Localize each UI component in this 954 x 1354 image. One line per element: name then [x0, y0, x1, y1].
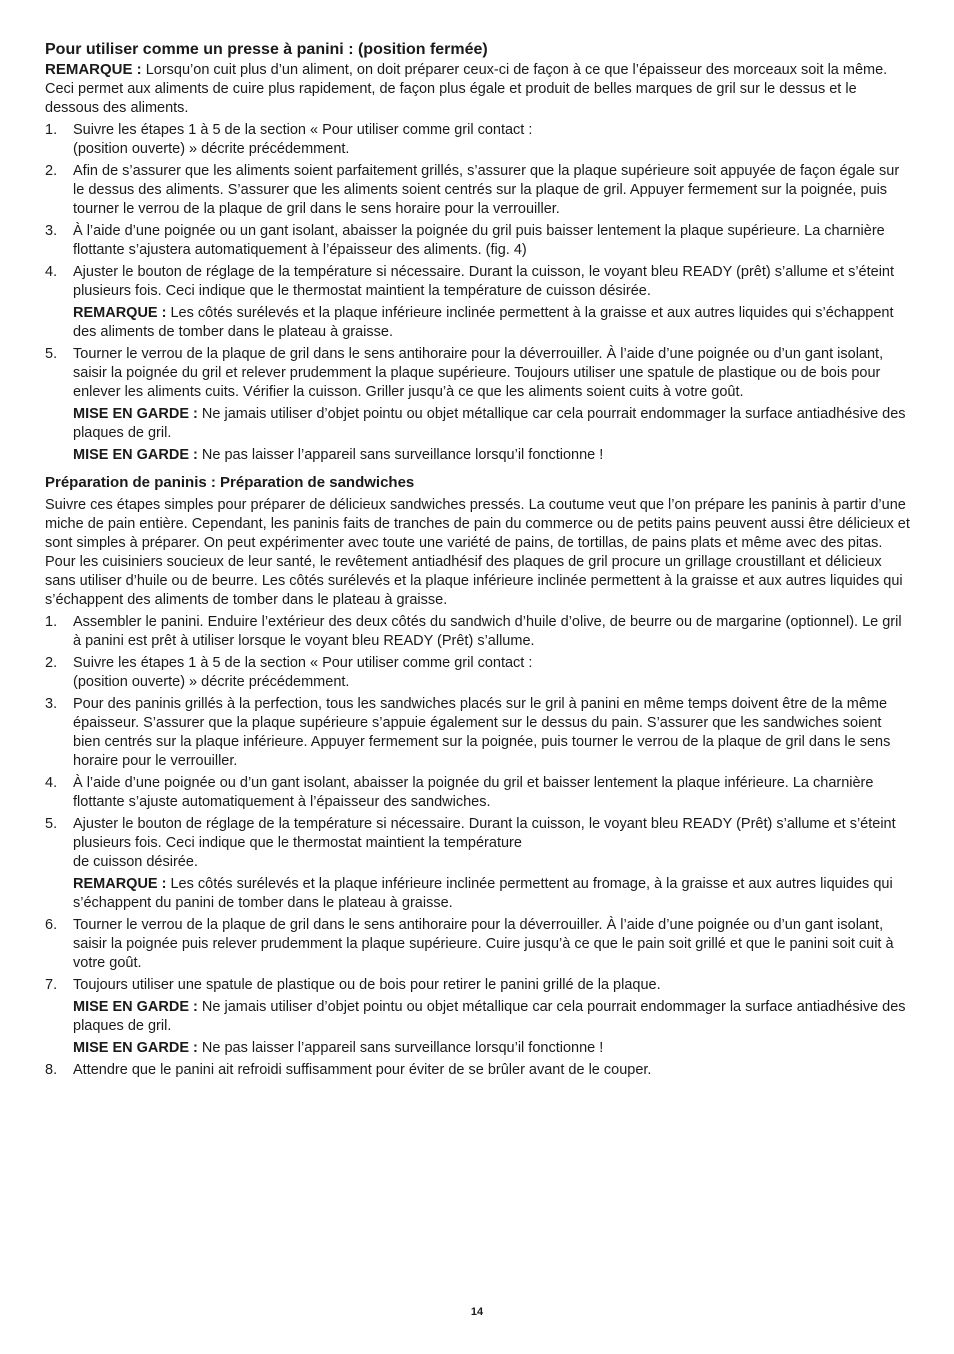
step-caution [73, 998, 911, 1036]
step-number: 3. [45, 223, 58, 239]
step-text: Attendre que le panini ait refroidi suffisamment pour éviter de se brûler avant de le couper. [73, 1062, 652, 1078]
list-item [45, 654, 911, 692]
step-caution [73, 446, 911, 465]
list-item [45, 345, 911, 465]
step-number: 4. [45, 264, 58, 280]
step-text: Tourner le verrou de la plaque de gril dans le sens antihoraire pour la déverrouiller. À l’aide d’une poignée ou d’un gant isolant, saisir la poignée du gril et relever prudemment la plaque supérieure. Toujours utiliser une spatule de plastique ou de bois pour enlever les aliments cuits. Vérifier la cuisson. Griller jusqu’à ce que les aliments soient cuits à votre goût. [73, 346, 884, 400]
step-text: Suivre les étapes 1 à 5 de la section « Pour utiliser comme gril contact : (position ouverte) » décrite précédemment. [73, 122, 533, 157]
step-number: 8. [45, 1062, 58, 1078]
step-text: Tourner le verrou de la plaque de gril dans le sens antihoraire pour la déverrouiller. À l’aide d’une poignée ou d’un gant isolant, saisir la poignée puis relever prudemment la plaque supérieure. Cuire jusqu’à ce que le pain soit grillé et que le panini soit cuit à votre goût. [73, 917, 894, 971]
section-title-sandwich-prep: Préparation de paninis : Préparation de sandwiches [45, 474, 415, 491]
step-caution [73, 405, 911, 443]
list-item [45, 162, 911, 219]
steps-list-sandwich-prep [45, 613, 911, 1080]
document-page [45, 40, 911, 1083]
step-caution-label: MISE EN GARDE : [73, 1040, 198, 1056]
steps-list-panini-press [45, 121, 911, 465]
list-item [45, 916, 911, 973]
step-number: 7. [45, 977, 58, 993]
step-caution [73, 1039, 911, 1058]
step-text: Suivre les étapes 1 à 5 de la section « Pour utiliser comme gril contact : (position ouverte) » décrite précédemment. [73, 655, 533, 690]
step-number: 1. [45, 122, 58, 138]
step-number: 3. [45, 696, 58, 712]
step-number: 2. [45, 163, 58, 179]
list-item [45, 976, 911, 1058]
step-text: Toujours utiliser une spatule de plastique ou de bois pour retirer le panini grillé de la plaque. [73, 977, 661, 993]
list-item [45, 815, 911, 913]
step-text: À l’aide d’une poignée ou un gant isolant, abaisser la poignée du gril puis baisser lentement la plaque supérieure. La charnière flottante s’ajustera automatiquement à l’épaisseur des aliments. (fig. 4) [73, 223, 885, 258]
step-text: Afin de s’assurer que les aliments soient parfaitement grillés, s’assurer que la plaque supérieure soit appuyée de façon égale sur le dessus des aliments. S’assurer que les aliments soient centrés sur la plaque de gril. Appuyer fermement sur la poignée, puis tourner le verrou de la plaque de gril dans le sens horaire pour la verrouiller. [73, 163, 900, 217]
step-note [73, 875, 911, 913]
list-item [45, 263, 911, 342]
step-note-text: Les côtés surélevés et la plaque inférieure inclinée permettent à la graisse et aux autres liquides qui s’échappent des aliments de tomber dans le plateau à graisse. [73, 305, 894, 340]
list-item [45, 121, 911, 159]
step-text: À l’aide d’une poignée ou d’un gant isolant, abaisser la poignée du gril et baisser lentement la plaque inférieure. La charnière flottante s’ajuste automatiquement à l’épaisseur des sandwiches. [73, 775, 874, 810]
step-caution-label: MISE EN GARDE : [73, 406, 198, 422]
list-item [45, 1061, 911, 1080]
sandwich-intro: Suivre ces étapes simples pour préparer de délicieux sandwiches pressés. La coutume veut que l’on prépare les paninis à partir d’une miche de pain entière. Cependant, les paninis faits de tranches de pain du commerce ou de petits pains peuvent aussi être délicieux et sont simples à préparer. On peut expérimenter avec toute une variété de pains, de tortillas, de pains plats et même avec des pitas. Pour les cuisiniers soucieux de leur santé, le revêtement antiadhésif des plaques de gril procure un grillage croustillant et délicieux sans utiliser d’huile ou de beurre. Les côtés surélevés et la plaque inférieure inclinée permettent à la graisse et aux autres liquides qui s’échappent des aliments de tomber dans le plateau à graisse. [45, 497, 910, 608]
step-text: Ajuster le bouton de réglage de la température si nécessaire. Durant la cuisson, le voyant bleu READY (Prêt) s’allume et s’éteint plusieurs fois. Ceci indique que le thermostat maintient la température de cuisson désirée. [73, 816, 896, 870]
page-number: 14 [470, 1306, 484, 1318]
step-note-label: REMARQUE : [73, 305, 167, 321]
step-number: 1. [45, 614, 58, 630]
step-text: Assembler le panini. Enduire l’extérieur des deux côtés du sandwich d’huile d’olive, de beurre ou de margarine (optionnel). Le gril à panini est prêt à utiliser lorsque le voyant bleu READY (Prêt) s’allume. [73, 614, 902, 649]
step-caution-text: Ne pas laisser l’appareil sans surveillance lorsqu’il fonctionne ! [197, 1040, 604, 1056]
list-item [45, 222, 911, 260]
step-note [73, 304, 911, 342]
note-text: Lorsqu’on cuit plus d’un aliment, on doit préparer ceux-ci de façon à ce que l’épaisseur des morceaux soit la même. Ceci permet aux aliments de cuire plus rapidement, de façon plus égale et produit de belles marques de gril sur le dessus et le dessous des aliments. [45, 62, 888, 116]
step-note-label: REMARQUE : [73, 876, 167, 892]
step-caution-label: MISE EN GARDE : [73, 999, 198, 1015]
step-caution-label: MISE EN GARDE : [73, 447, 198, 463]
step-number: 5. [45, 816, 58, 832]
list-item [45, 613, 911, 651]
step-caution-text: Ne jamais utiliser d’objet pointu ou objet métallique car cela pourrait endommager la surface antiadhésive des plaques de gril. [73, 999, 906, 1034]
step-caution-text: Ne jamais utiliser d’objet pointu ou objet métallique car cela pourrait endommager la surface antiadhésive des plaques de gril. [73, 406, 906, 441]
note-label: REMARQUE : [45, 61, 142, 78]
step-text: Pour des paninis grillés à la perfection, tous les sandwiches placés sur le gril à panini en même temps doivent être de la même épaisseur. S’assurer que la plaque supérieure s’appuie également sur le dessus du pain. S’assurer que les sandwiches soient bien centrés sur la plaque inférieure. Appuyer fermement sur la poignée, puis tourner le verrou de la plaque de gril dans le sens horaire pour le verrouiller. [73, 696, 891, 769]
step-caution-text: Ne pas laisser l’appareil sans surveillance lorsqu’il fonctionne ! [197, 447, 604, 463]
section-title-panini-press: Pour utiliser comme un presse à panini : (position fermée) [45, 41, 488, 58]
list-item [45, 774, 911, 812]
step-number: 5. [45, 346, 58, 362]
step-text: Ajuster le bouton de réglage de la température si nécessaire. Durant la cuisson, le voyant bleu READY (prêt) s’allume et s’éteint plusieurs fois. Ceci indique que le thermostat maintient la température de cuisson désirée. [73, 264, 895, 299]
step-number: 6. [45, 917, 58, 933]
intro-note [45, 60, 911, 118]
step-number: 4. [45, 775, 58, 791]
step-number: 2. [45, 655, 58, 671]
list-item [45, 695, 911, 771]
step-note-text: Les côtés surélevés et la plaque inférieure inclinée permettent au fromage, à la graisse et aux autres liquides qui s’échappent du panini de tomber dans le plateau à graisse. [73, 876, 893, 911]
